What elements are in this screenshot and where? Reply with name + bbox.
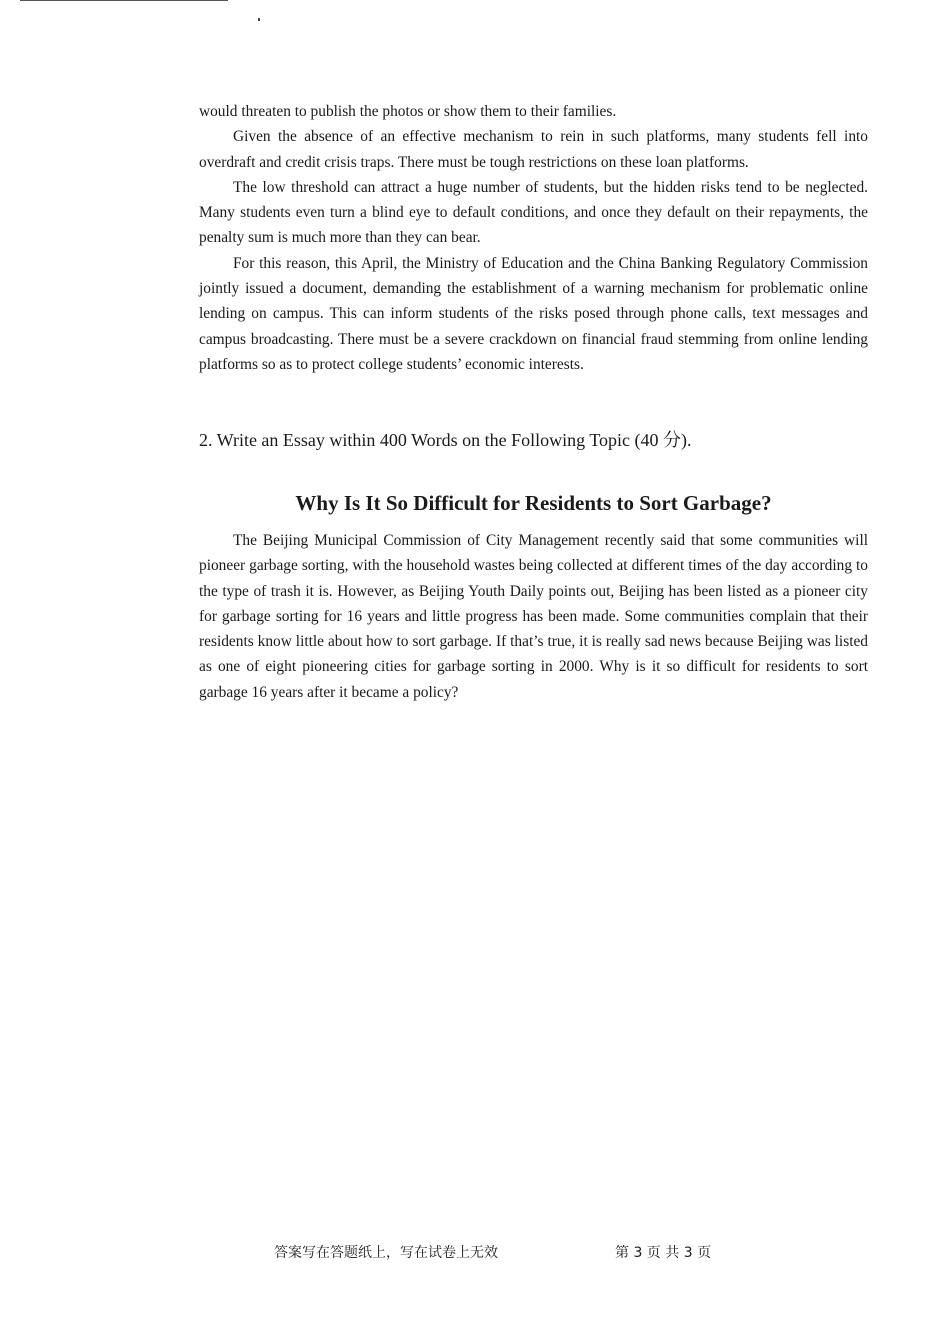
essay-title: Why Is It So Difficult for Residents to Sort Garbage? — [295, 491, 772, 515]
passage-paragraph: Given the absence of an effective mechanism to rein in such platforms, many students fell into overdraft and credit crisis traps. There must be tough restrictions on these loan platforms. — [199, 128, 868, 171]
passage-paragraph: would threaten to publish the photos or show them to their families. — [199, 103, 617, 120]
question-heading: 2. Write an Essay within 400 Words on the Following Topic (40 分). — [199, 430, 692, 450]
footer-instruction: 答案写在答题纸上，写在试卷上无效 — [274, 1245, 498, 1261]
footer-page-number: 第 3 页 共 3 页 — [615, 1245, 712, 1261]
passage-continuation — [199, 99, 868, 377]
essay-prompt-block — [199, 528, 868, 705]
scan-edge-line — [20, 0, 228, 1]
essay-prompt-paragraph: The Beijing Municipal Commission of City Management recently said that some communities will pioneer garbage sorting, with the household wastes being collected at different times of the day according to the type of trash it is. However, as Beijing Youth Daily points out, Beijing has been listed as a pioneer city for garbage sorting for 16 years and little progress has been made. Some communities complain that their residents know little about how to sort garbage. If that’s true, it is really sad news because Beijing was listed as one of eight pioneering cities for garbage sorting in 2000. Why is it so difficult for residents to sort garbage 16 years after it became a policy? — [199, 532, 868, 701]
scan-speck — [258, 18, 260, 21]
passage-paragraph: For this reason, this April, the Ministry of Education and the China Banking Regulatory Commission jointly issued a document, demanding the establishment of a warning mechanism for problematic online lending on campus. This can inform students of the risks posed through phone calls, text messages and campus broadcasting. There must be a severe crackdown on financial fraud stemming from online lending platforms so as to protect college students’ economic interests. — [199, 254, 868, 373]
passage-paragraph: The low threshold can attract a huge number of students, but the hidden risks tend to be neglected. Many students even turn a blind eye to default conditions, and once they default on their repayments, the penalty sum is much more than they can bear. — [199, 178, 868, 247]
